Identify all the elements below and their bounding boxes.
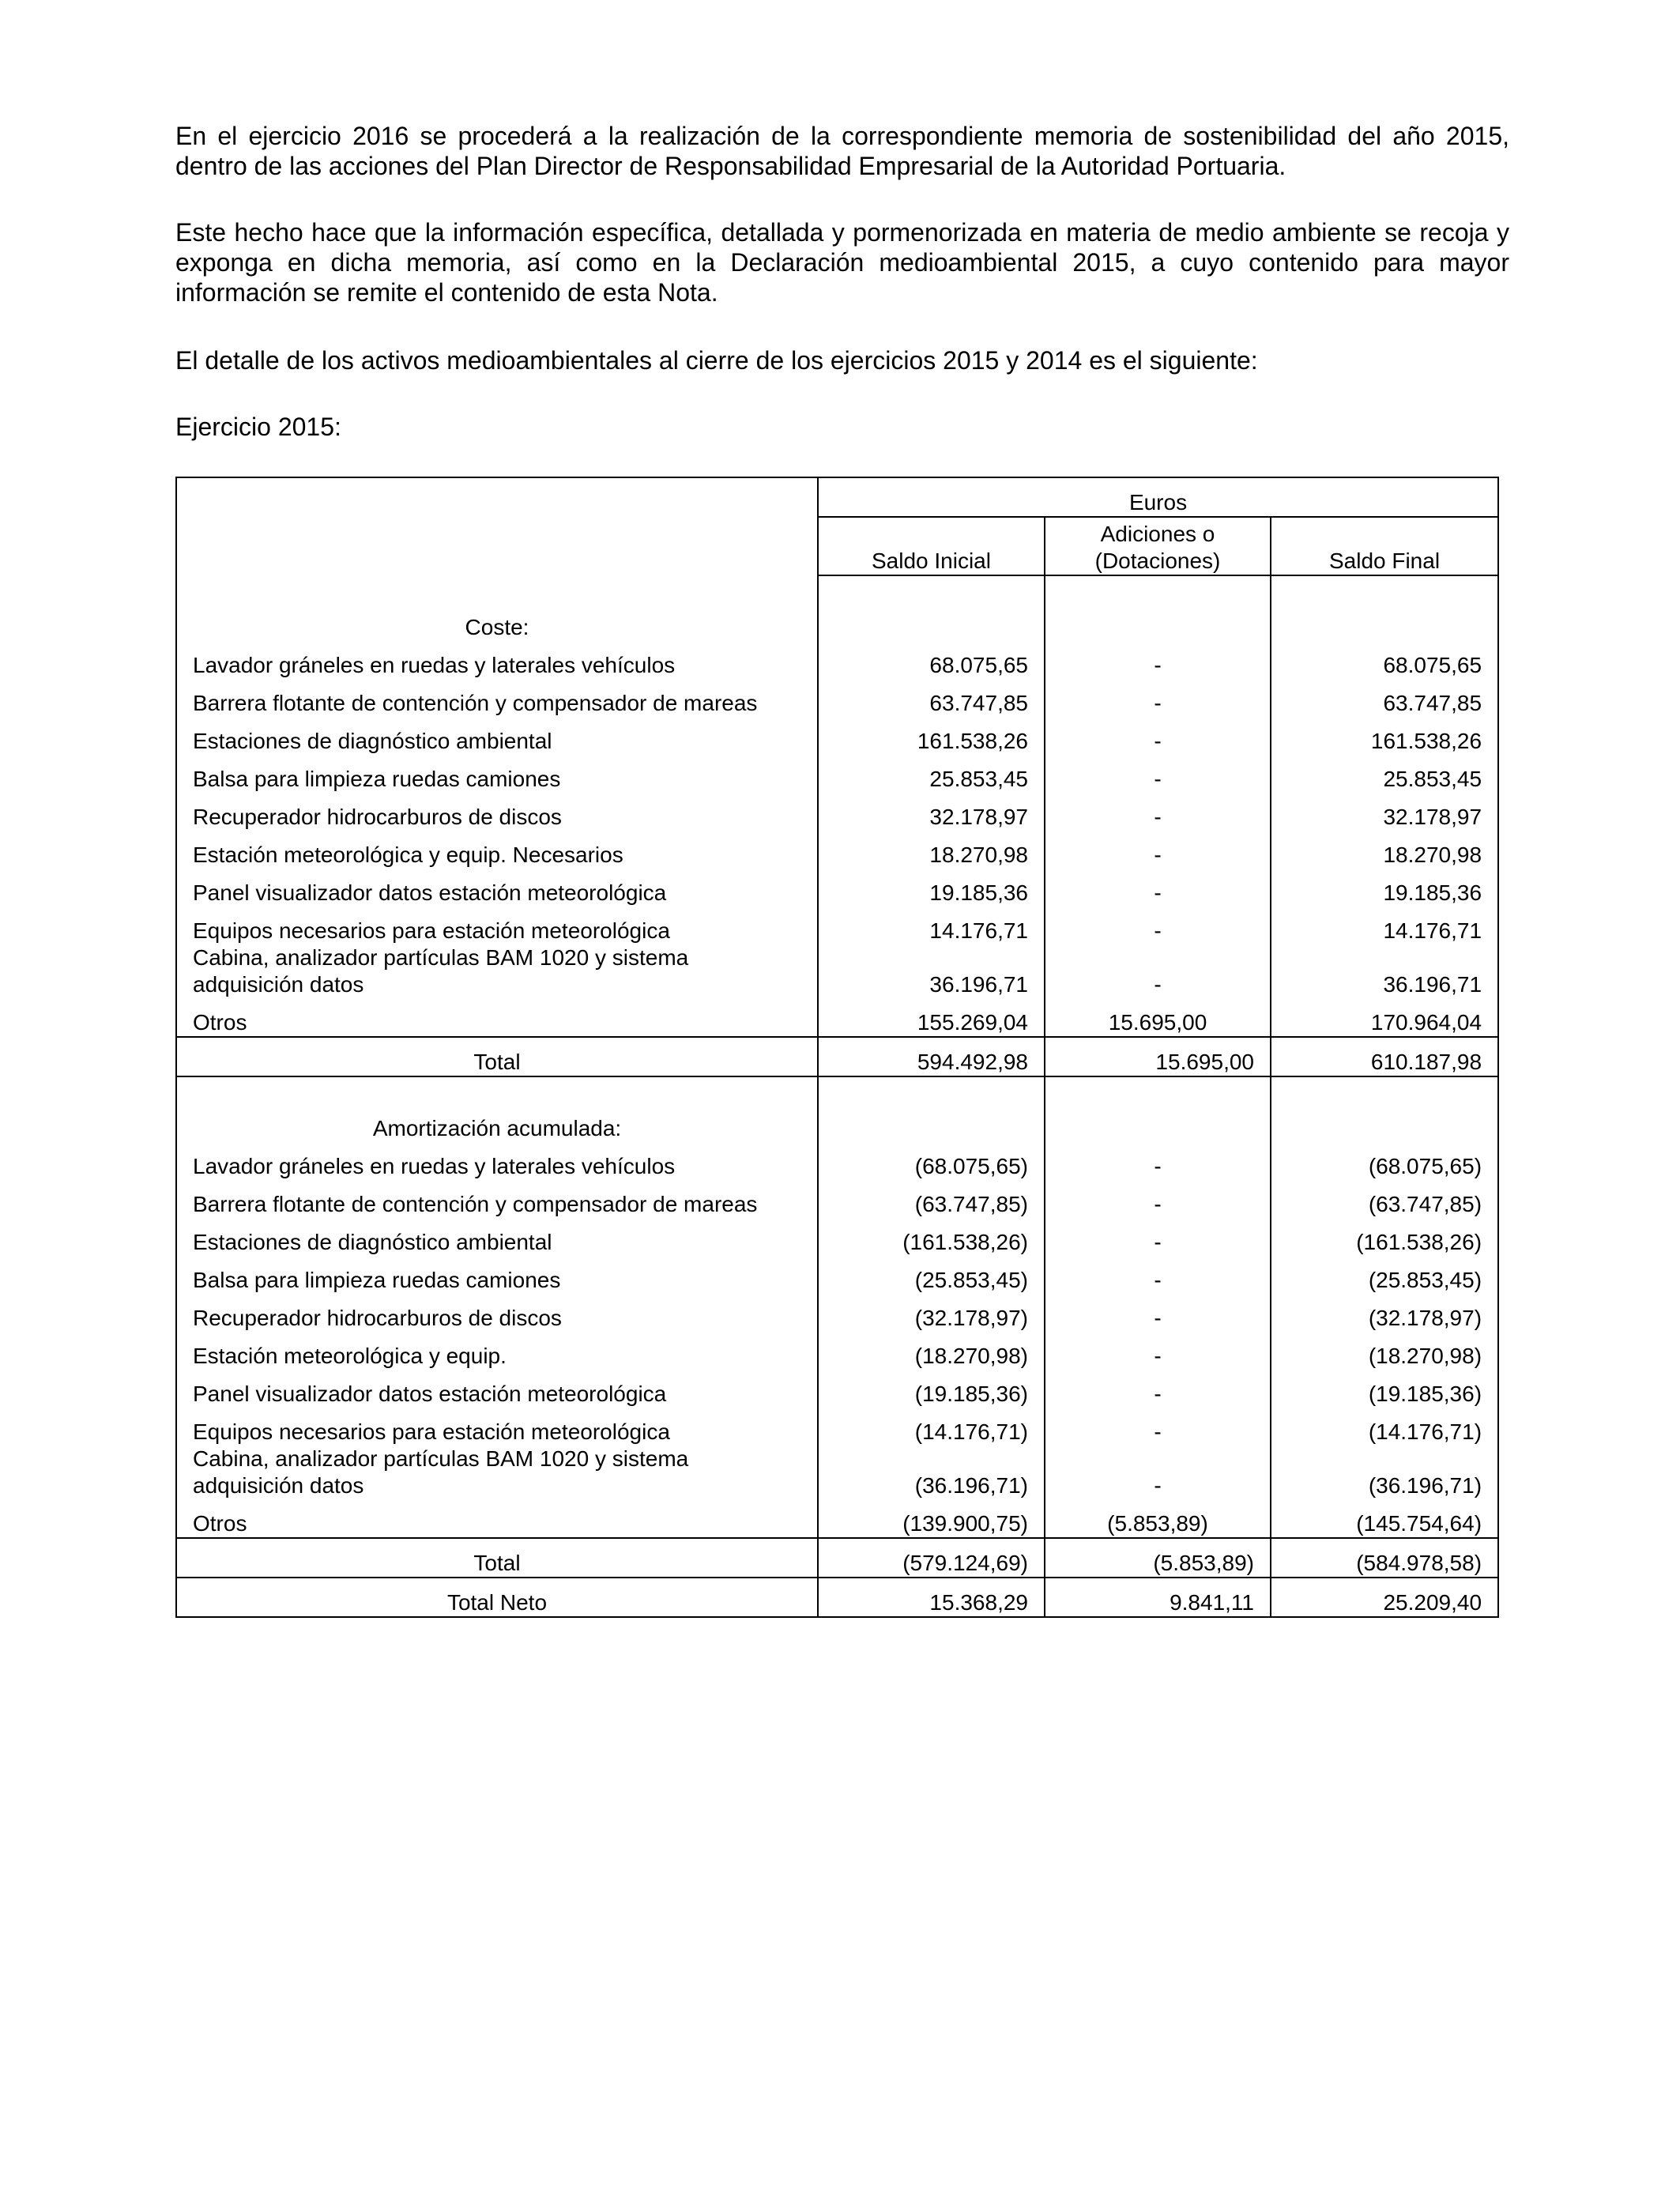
empty-cell [818,603,1045,641]
spacer-cell [1045,575,1271,603]
adiciones-value: - [1045,1408,1271,1446]
saldo-inicial-value: 155.269,04 [818,998,1045,1037]
saldo-inicial-value: (14.176,71) [818,1408,1045,1446]
saldo-inicial-value: 68.075,65 [818,641,1045,679]
adiciones-value: - [1045,831,1271,869]
total-neto-adiciones: 9.841,11 [1045,1578,1271,1617]
total-neto-saldo-inicial: 15.368,29 [818,1578,1045,1617]
saldo-final-value: (14.176,71) [1271,1408,1498,1446]
total-label: Total [176,1538,818,1578]
adiciones-value: - [1045,1294,1271,1332]
adiciones-value: - [1045,793,1271,831]
saldo-inicial-value: (139.900,75) [818,1499,1045,1538]
saldo-inicial-value: 32.178,97 [818,793,1045,831]
adiciones-value: - [1045,1446,1271,1499]
row-description: Balsa para limpieza ruedas camiones [176,755,818,793]
saldo-final-value: (63.747,85) [1271,1180,1498,1218]
table-row [176,1256,1498,1294]
saldo-final-value: (161.538,26) [1271,1218,1498,1256]
row-description: Recuperador hidrocarburos de discos [176,1294,818,1332]
spacer-cell [1045,1076,1271,1104]
spacer-cell [176,1076,818,1104]
currency-header: Euros [818,477,1498,517]
row-description: Equipos necesarios para estación meteorológica [176,1408,818,1446]
saldo-final-value: (145.754,64) [1271,1499,1498,1538]
row-description: Barrera flotante de contención y compensador de mareas [176,679,818,717]
adiciones-value: - [1045,1256,1271,1294]
saldo-final-value: 161.538,26 [1271,717,1498,755]
empty-cell [1271,1104,1498,1142]
saldo-inicial-value: 18.270,98 [818,831,1045,869]
table-row [176,1294,1498,1332]
intro-paragraph-1: En el ejercicio 2016 se procederá a la realización de la correspondiente memoria de sostenibilidad del año 2015, dentro de las acciones del Plan Director de Responsabilidad Empresarial de la Autoridad Portuaria. [175,122,1509,180]
total-saldo-inicial: 594.492,98 [818,1037,1045,1076]
saldo-inicial-value: (63.747,85) [818,1180,1045,1218]
empty-cell [1045,1104,1271,1142]
col-header-adiciones: Adiciones o (Dotaciones) [1045,517,1271,575]
table-row [176,755,1498,793]
table-row [176,1332,1498,1370]
adiciones-value: - [1045,1180,1271,1218]
total-neto-label: Total Neto [176,1578,818,1617]
table-row [176,1370,1498,1408]
total-saldo-final: 610.187,98 [1271,1037,1498,1076]
row-description: Lavador gráneles en ruedas y laterales vehículos [176,1142,818,1180]
row-description: Equipos necesarios para estación meteorológica [176,907,818,944]
table-row [176,679,1498,717]
saldo-inicial-value: (25.853,45) [818,1256,1045,1294]
total-saldo-inicial: (579.124,69) [818,1538,1045,1578]
table-row [176,641,1498,679]
row-description: Estación meteorológica y equip. [176,1332,818,1370]
row-description: Cabina, analizador partículas BAM 1020 y sistema adquisición datos [176,1446,818,1499]
adiciones-value: - [1045,1218,1271,1256]
saldo-final-value: 32.178,97 [1271,793,1498,831]
saldo-inicial-value: (161.538,26) [818,1218,1045,1256]
row-description: Panel visualizador datos estación meteorológica [176,1370,818,1408]
table-row [176,1408,1498,1446]
spacer-cell [1271,575,1498,603]
adiciones-value: - [1045,1142,1271,1180]
intro-paragraph-2: Este hecho hace que la información específica, detallada y pormenorizada en materia de medio ambiente se recoja y exponga en dicha memoria, así como en la Declaración medioambiental 2015, a cuyo contenido para mayor información se remite el contenido de esta Nota. [175,218,1509,307]
saldo-final-value: (32.178,97) [1271,1294,1498,1332]
saldo-inicial-value: 63.747,85 [818,679,1045,717]
row-description: Panel visualizador datos estación meteorológica [176,869,818,907]
saldo-inicial-value: (32.178,97) [818,1294,1045,1332]
saldo-final-value: (25.853,45) [1271,1256,1498,1294]
saldo-inicial-value: (19.185,36) [818,1370,1045,1408]
row-description: Otros [176,1499,818,1538]
saldo-final-value: (36.196,71) [1271,1446,1498,1499]
total-neto-row [176,1578,1498,1617]
row-description: Estación meteorológica y equip. Necesarios [176,831,818,869]
row-description: Lavador gráneles en ruedas y laterales vehículos [176,641,818,679]
total-adiciones: 15.695,00 [1045,1037,1271,1076]
total-label: Total [176,1037,818,1076]
total-row [176,1538,1498,1578]
table-row [176,793,1498,831]
saldo-final-value: (18.270,98) [1271,1332,1498,1370]
saldo-final-value: 25.853,45 [1271,755,1498,793]
total-saldo-final: (584.978,58) [1271,1538,1498,1578]
row-description: Otros [176,998,818,1037]
saldo-inicial-value: 25.853,45 [818,755,1045,793]
saldo-inicial-value: 161.538,26 [818,717,1045,755]
saldo-inicial-value: 19.185,36 [818,869,1045,907]
row-description: Estaciones de diagnóstico ambiental [176,717,818,755]
saldo-final-value: (68.075,65) [1271,1142,1498,1180]
section-heading: Ejercicio 2015: [175,413,341,441]
row-description: Recuperador hidrocarburos de discos [176,793,818,831]
section-label: Amortización acumulada: [176,1104,818,1142]
saldo-final-value: (19.185,36) [1271,1370,1498,1408]
total-neto-saldo-final: 25.209,40 [1271,1578,1498,1617]
adiciones-value: (5.853,89) [1045,1499,1271,1538]
adiciones-value: - [1045,755,1271,793]
adiciones-value: - [1045,907,1271,944]
table-row [176,998,1498,1037]
coste-section [176,575,1498,1076]
total-row [176,1037,1498,1076]
saldo-final-value: 68.075,65 [1271,641,1498,679]
table-row [176,907,1498,944]
adiciones-value: - [1045,1332,1271,1370]
saldo-inicial-value: (68.075,65) [818,1142,1045,1180]
saldo-final-value: 63.747,85 [1271,679,1498,717]
total-neto-section [176,1578,1498,1617]
spacer-cell [818,575,1045,603]
adiciones-value: - [1045,869,1271,907]
saldo-inicial-value: 14.176,71 [818,907,1045,944]
table-row [176,1499,1498,1538]
row-description: Barrera flotante de contención y compensador de mareas [176,1180,818,1218]
table-row [176,1142,1498,1180]
empty-cell [818,1104,1045,1142]
table-row [176,717,1498,755]
table-row [176,944,1498,998]
row-description: Balsa para limpieza ruedas camiones [176,1256,818,1294]
header-blank-cell [176,477,818,575]
empty-cell [1045,603,1271,641]
section-label: Coste: [176,603,818,641]
saldo-inicial-value: (18.270,98) [818,1332,1045,1370]
adiciones-value: - [1045,641,1271,679]
row-description: Estaciones de diagnóstico ambiental [176,1218,818,1256]
table-row [176,1180,1498,1218]
total-adiciones: (5.853,89) [1045,1538,1271,1578]
saldo-final-value: 19.185,36 [1271,869,1498,907]
col-header-saldo-final: Saldo Final [1271,517,1498,575]
saldo-final-value: 14.176,71 [1271,907,1498,944]
row-description: Cabina, analizador partículas BAM 1020 y sistema adquisición datos [176,944,818,998]
table-row [176,831,1498,869]
table-row [176,1446,1498,1499]
adiciones-value: - [1045,944,1271,998]
saldo-final-value: 170.964,04 [1271,998,1498,1037]
adiciones-value: - [1045,679,1271,717]
table-row [176,869,1498,907]
saldo-inicial-value: 36.196,71 [818,944,1045,998]
spacer-cell [818,1076,1045,1104]
adiciones-value: 15.695,00 [1045,998,1271,1037]
amortizacion-section [176,1076,1498,1578]
adiciones-value: - [1045,717,1271,755]
saldo-final-value: 18.270,98 [1271,831,1498,869]
adiciones-value: - [1045,1370,1271,1408]
intro-paragraph-3: El detalle de los activos medioambientales al cierre de los ejercicios 2015 y 2014 es el siguiente: [175,346,1258,375]
saldo-final-value: 36.196,71 [1271,944,1498,998]
spacer-cell [1271,1076,1498,1104]
spacer-cell [176,575,818,603]
empty-cell [1271,603,1498,641]
saldo-inicial-value: (36.196,71) [818,1446,1045,1499]
col-header-saldo-inicial: Saldo Inicial [818,517,1045,575]
table-row [176,1218,1498,1256]
environmental-assets-table [175,477,1497,1618]
